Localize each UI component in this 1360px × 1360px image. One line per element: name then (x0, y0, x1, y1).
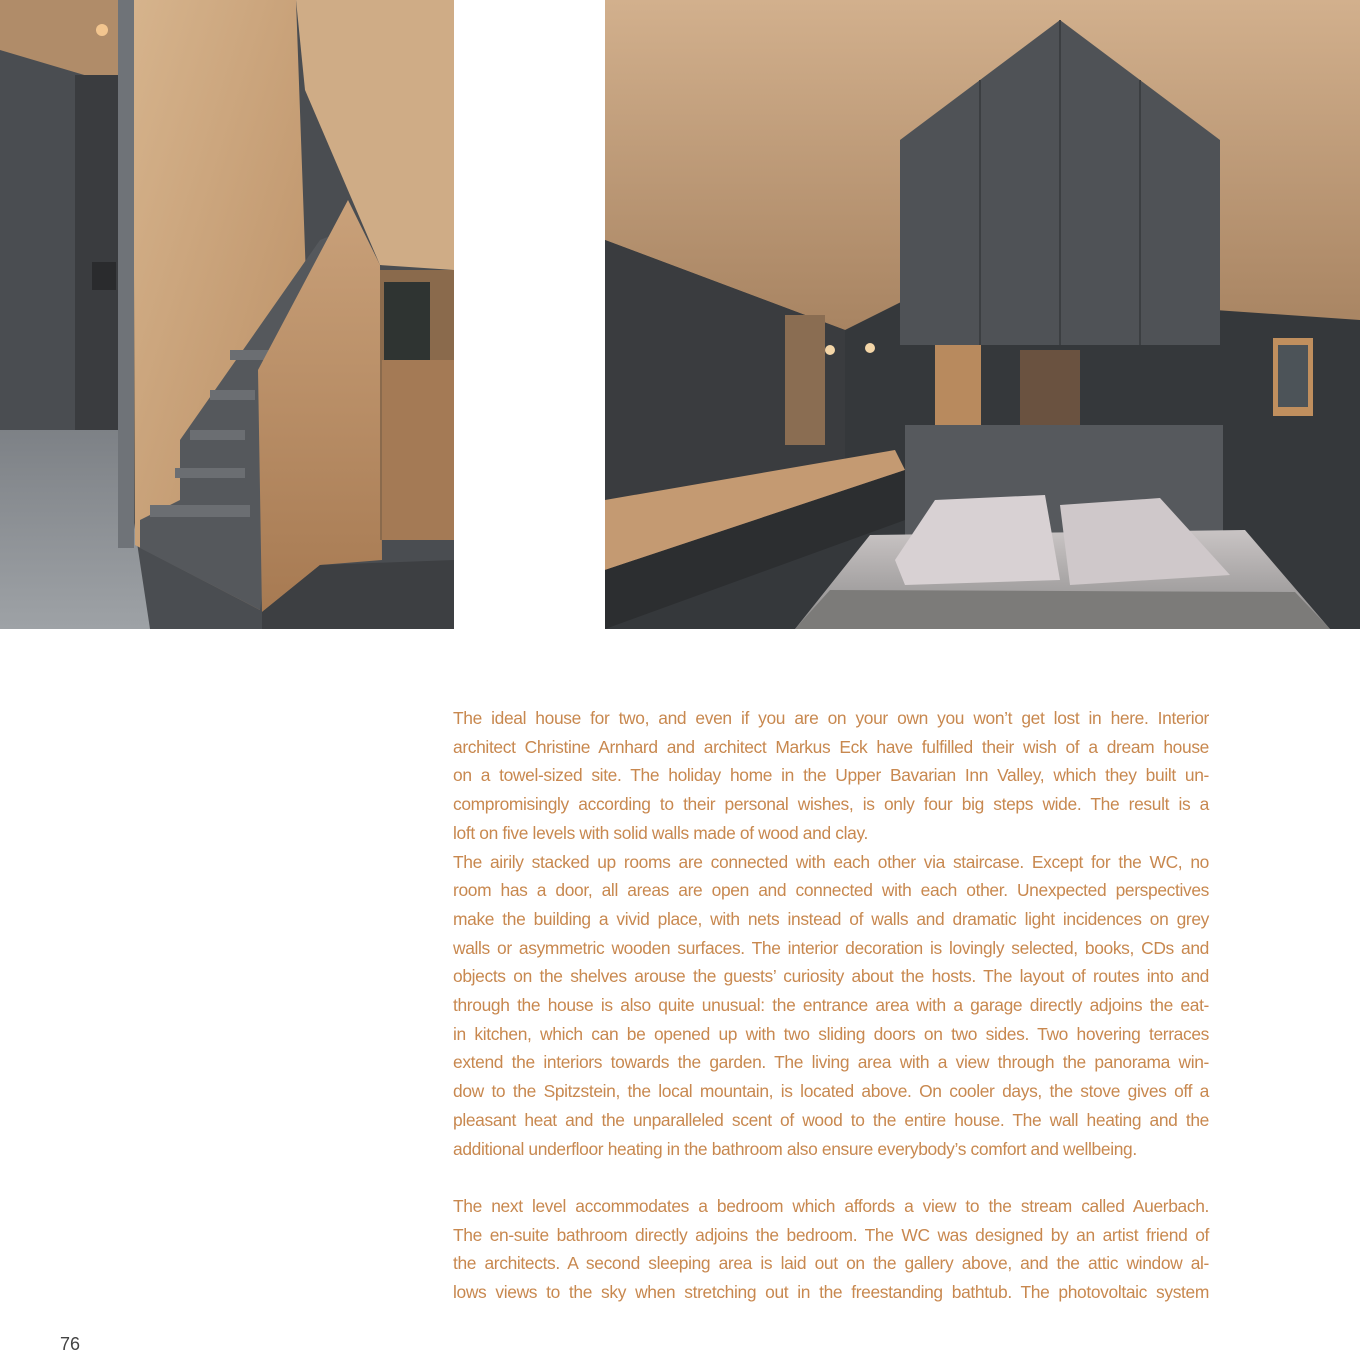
text-line: dow to the Spitzstein, the local mountain, is located above. On cooler days, the stove gives off a (453, 1081, 1209, 1102)
text-line: loft on five levels with solid walls made of wood and clay. (453, 822, 868, 843)
text-line: lows views to the sky when stretching out in the freestanding bathtub. The photovoltaic system (453, 1282, 1209, 1303)
text-line: architect Christine Arnhard and architect Markus Eck have fulfilled their wish of a dream house (453, 736, 1209, 757)
text-line: in kitchen, which can be opened up with two sliding doors on two sides. Two hovering terraces (453, 1023, 1209, 1044)
staircase-photo-illustration (0, 0, 454, 629)
staircase-photo (0, 0, 454, 629)
paragraph-1 (453, 704, 1209, 848)
text-line: room has a door, all areas are open and connected with each other. Unexpected perspectives (453, 880, 1209, 901)
text-line: additional underfloor heating in the bathroom also ensure everybody’s comfort and wellbeing. (453, 1138, 1137, 1159)
text-line: make the building a vivid place, with nets instead of walls and dramatic light incidences on grey (453, 908, 1209, 929)
text-line: The ideal house for two, and even if you are on your own you won’t get lost in here. Interior (453, 708, 1209, 728)
paragraph-3 (453, 1192, 1209, 1307)
paragraph-2 (453, 848, 1209, 1164)
text-line: the architects. A second sleeping area is laid out on the gallery above, and the attic window al- (453, 1253, 1209, 1274)
text-line: extend the interiors towards the garden. The living area with a view through the panorama win- (453, 1052, 1209, 1073)
text-line: The airily stacked up rooms are connected with each other via staircase. Except for the WC, no (453, 851, 1209, 872)
text-line: compromisingly according to their personal wishes, is only four big steps wide. The result is a (453, 794, 1209, 815)
article-body (453, 704, 1209, 1307)
text-line: on a towel-sized site. The holiday home in the Upper Bavarian Inn Valley, which they built un- (453, 765, 1209, 786)
text-line: walls or asymmetric wooden surfaces. The interior decoration is lovingly selected, books, CDs and (453, 937, 1209, 958)
paragraph-gap (453, 1163, 1209, 1192)
bedroom-photo-illustration (605, 0, 1360, 629)
text-line: objects on the shelves arouse the guests’ curiosity about the hosts. The layout of routes into and (453, 966, 1209, 987)
text-line: The en-suite bathroom directly adjoins the bedroom. The WC was designed by an artist friend of (453, 1224, 1209, 1245)
bedroom-photo (605, 0, 1360, 629)
text-line: through the house is also quite unusual: the entrance area with a garage directly adjoins the eat- (453, 995, 1209, 1016)
text-line: pleasant heat and the unparalleled scent of wood to the entire house. The wall heating and the (453, 1109, 1209, 1130)
text-line: The next level accommodates a bedroom which affords a view to the stream called Auerbach. (453, 1195, 1209, 1216)
page-number: 76 (60, 1334, 81, 1354)
